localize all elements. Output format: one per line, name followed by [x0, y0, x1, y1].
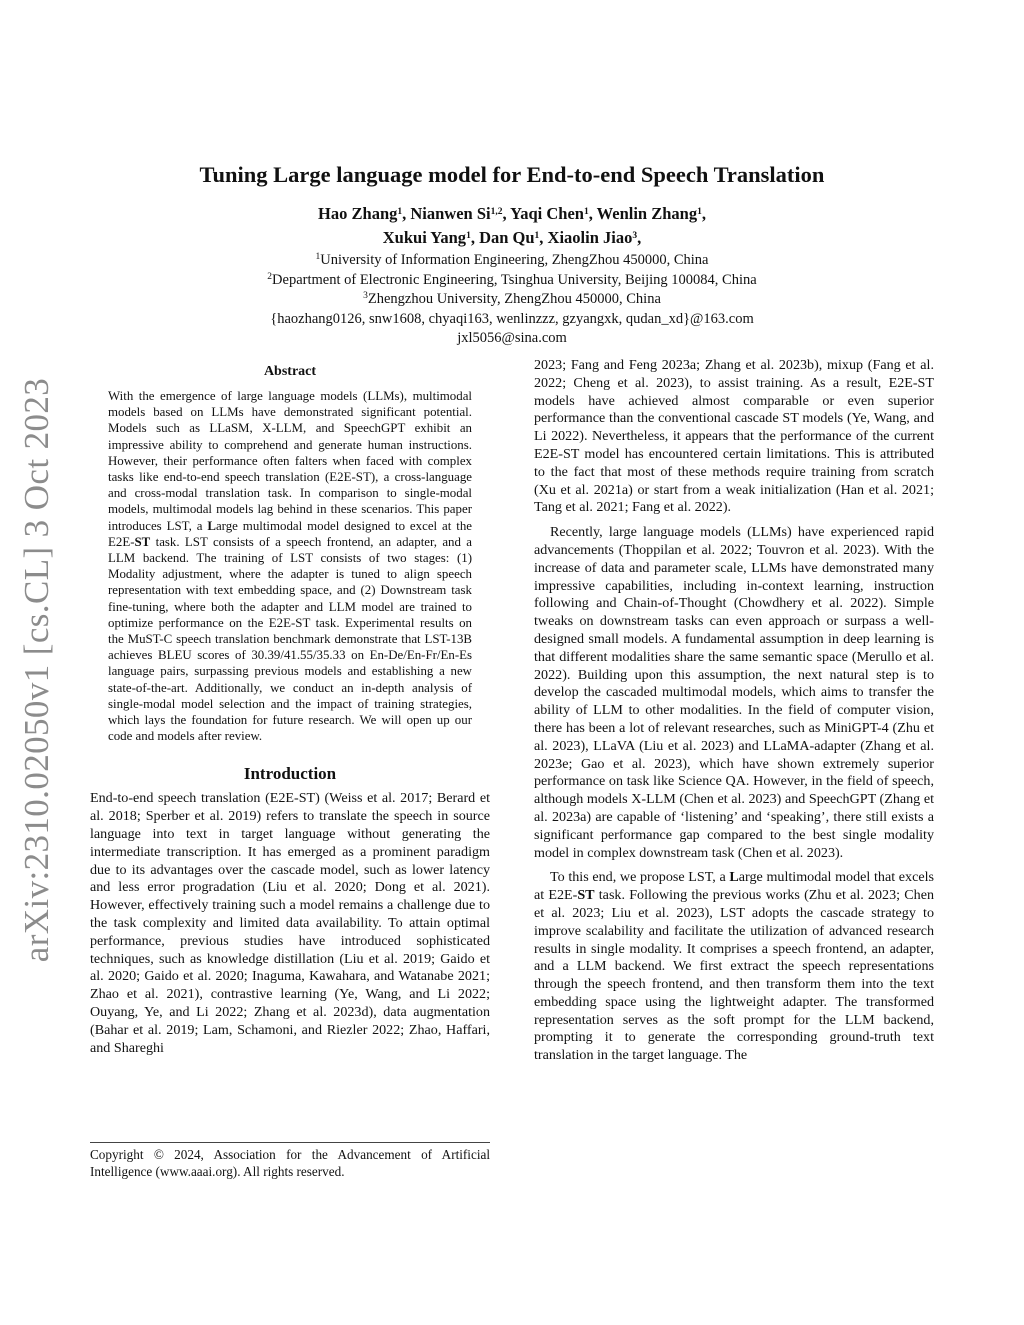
affiliation-line: $^3$Zhengzhou University, ZhengZhou 450000, China [363, 290, 661, 308]
affiliation-line: $^1$University of Information Engineering, ZhengZhou 450000, China [315, 251, 709, 268]
affiliation-marker: 1 [397, 206, 403, 217]
author-line-2: Xukui Yang$^1$, Dan Qu$^1$, Xiaolin Jiao$^3$, [382, 228, 642, 247]
author-list [90, 202, 934, 250]
author-line-1: Hao Zhang$^1$, Nianwen Si$^{1,2}$, Yaqi Chen$^1$, Wenlin Zhang$^1$, [318, 204, 706, 223]
right-column [534, 357, 934, 1065]
affiliation-marker: 1 [534, 230, 540, 241]
affiliation-marker: 3 [363, 290, 368, 301]
introduction-heading: Introduction [243, 764, 337, 784]
abstract-text: With the emergence of large language models (LLMs), multimodal models based on LLMs have demonstrated significant potential. Models such as LLaSM, X-LLM, and SpeechGPT exhibit an impressive ability to comprehend and generate human instructions. However, their performance often falters when faced with complex tasks like end-to-end speech translation (E2E-ST), a cross-language and cross-modal translation task. In comparison to single-modal models, multimodal models lag behind in these scenarios. This paper introduces LST, a Large multimodal model designed to excel at the E2E-ST task. LST consists of a speech frontend, an adapter, and a LLM backend. The training of LST consists of two stages: (1) Modality adjustment, where the adapter is tuned to align speech representation with text embedding space, and (2) Downstream task fine-tuning, where both the adapter and LLM model are trained to optimize performance on the E2E-ST task. Experimental results on the MuST-C speech translation benchmark demonstrate that LST-13B achieves BLEU scores of 30.39/41.55/35.33 on En-De/En-Fr/En-Es language pairs, surpassing previous models and establishing a new state-of-the-art. Additionally, we conduct an in-depth analysis of single-modal model selection and the impact of training strategies, which lays the foundation for future research. We will open up our code and models after review. [108, 389, 472, 744]
affiliation-marker: 1 [583, 206, 589, 217]
affiliation-marker: 1 [697, 206, 702, 217]
affiliations [90, 251, 934, 349]
affiliation-marker: 1 [466, 230, 471, 241]
arxiv-identifier-stamp [14, 370, 60, 970]
introduction-paragraph-3: To this end, we propose LST, a Large multimodal model that excels at E2E-ST task. Following the previous works (Zhu et al. 2023; Chen et al. 2023; Liu et al. 2023), LST adopts the cascade strategy to improve scalability and facilitate the utilization of advanced research results in single modality. It comprises a speech frontend, an adapter, and a LLM backend. We first extract the speech representations through the speech frontend, and then transform them into the text embedding space using the lightweight adapter. The transformed representation serves as the soft prompt for the LLM backend, prompting it to generate the corresponding ground-truth text translation in the target language. The [534, 869, 934, 1064]
affiliation-line: $^2$Department of Electronic Engineering, Tsinghua University, Beijing 100084, China [267, 271, 757, 288]
email-line: jxl5056@sina.com [457, 330, 567, 347]
author-name: Yaqi Chen [510, 204, 584, 223]
paper-title: Tuning Large language model for End-to-end Speech Translation [199, 162, 825, 187]
author-name: Dan Qu [479, 228, 535, 247]
left-column [90, 360, 490, 1057]
introduction-paragraph-1-continued: 2023; Fang and Feng 2023a; Zhang et al. 2023b), mixup (Fang et al. 2022; Cheng et al. 2023), to assist training. As a result, E2E-ST models have achieved almost comparable or even superior performance than the conventional cascade ST models (Ye, Wang, and Li 2022). Nevertheless, it appears that the performance of the current E2E-ST model has encountered certain limitations. This is attributed to the fact that most of these methods require training from scratch (Xu et al. 2021a) or start from a weak initialization (Han et al. 2021; Tang et al. 2021; Fang et al. 2022). [534, 357, 934, 516]
author-name: Hao Zhang [318, 204, 398, 223]
affiliation-marker: 1 [315, 251, 321, 262]
affiliation-marker: 1,2 [490, 206, 503, 217]
introduction-paragraph-1: End-to-end speech translation (E2E-ST) (Weiss et al. 2017; Berard et al. 2018; Sperber et al. 2019) refers to translate the speech in source language into text in target language without generating the intermediate transcription. It has emerged as a prominent paradigm due to its advantages over the cascade model, such as lower latency and less error progradation (Liu et al. 2020; Dong et al. 2021). However, effectively training such a model remains a challenge due to the task complexity and limited data availability. To attain optimal performance, previous studies have introduced sophisticated techniques, such as knowledge distillation (Liu et al. 2019; Gaido et al. 2020; Gaido et al. 2020; Inaguma, Kawahara, and Watanabe 2021; Zhao et al. 2021), contrastive learning (Ye, Wang, and Li 2022; Ouyang, Ye, and Li 2022; Zhang et al. 2023d), data augmentation (Bahar et al. 2019; Lam, Schamoni, and Riezler 2022; Zhao, Haffari, and Shareghi [90, 790, 490, 1056]
abstract-heading: Abstract [263, 364, 317, 379]
arxiv-id-text: arXiv:2310.02050v1 [cs.CL] 3 Oct 2023 [17, 377, 56, 963]
author-name: Xiaolin Jiao [547, 228, 633, 247]
affiliation-marker: 3 [632, 230, 638, 241]
author-name: Xukui Yang [382, 228, 467, 247]
copyright-notice: Copyright © 2024, Association for the Advancement of Artificial Intelligence (www.aaai.org). All rights reserved. [90, 1142, 490, 1181]
affiliation-marker: 2 [267, 271, 273, 282]
author-name: Nianwen Si [410, 204, 491, 223]
introduction-paragraph-2: Recently, large language models (LLMs) have experienced rapid advancements (Thoppilan et al. 2022; Touvron et al. 2023). With the increase of data and parameter scale, LLMs have demonstrated many impressive capabilities, including in-context learning, instruction following and Chain-of-Thought (Chowdhery et al. 2022). Simple tweaks on downstream tasks can even approach or surpass a well-designed small models. A fundamental assumption in deep learning is that different modalities share the same semantic space (Merullo et al. 2022). Building upon this assumption, the next natural step is to develop the cascaded multimodal models, which aims to transfer the ability of LLM to other modalities. In the field of computer vision, there has been a lot of relevant researches, such as MiniGPT-4 (Zhu et al. 2023), LLaVA (Liu et al. 2023) and LLaMA-adapter (Zhang et al. 2023e; Gao et al. 2023), which have shown extremely superior performance on task like Science QA. However, in the field of speech, although models X-LLM (Chen et al. 2023) and SpeechGPT (Zhang et al. 2023a) are capable of ‘listening’ and ‘speaking’, there still exists a significant performance gap compared to the best single modality model in complex downstream task (Chen et al. 2023). [534, 524, 934, 861]
author-name: Wenlin Zhang [596, 204, 698, 223]
email-line: {haozhang0126, snw1608, chyaqi163, wenlinzzz, gzyangxk, qudan_xd}@163.com [270, 310, 754, 327]
